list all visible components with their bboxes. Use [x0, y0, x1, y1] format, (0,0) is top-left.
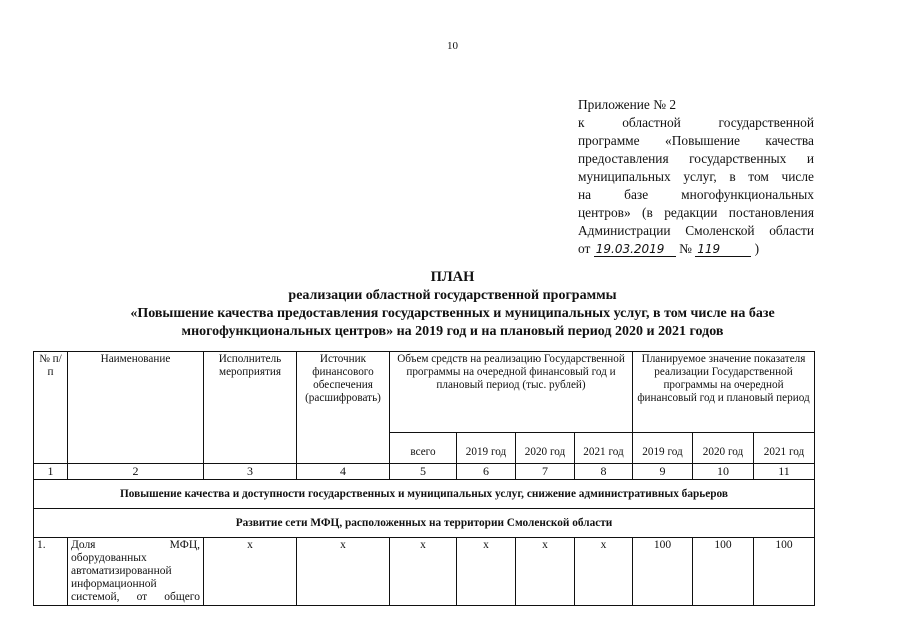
- appendix-line: Администрации Смоленской области: [578, 223, 814, 238]
- row-name: [68, 538, 204, 606]
- column-number: 6: [457, 464, 516, 480]
- cell-indicator-2019: 100: [633, 538, 693, 606]
- row-name-line: оборудованных: [71, 552, 147, 564]
- column-number: 10: [693, 464, 754, 480]
- appendix-line: центров» (в редакции постановления: [578, 205, 814, 220]
- row-name-line: автоматизированной: [71, 565, 172, 577]
- row-number: 1.: [34, 538, 68, 606]
- cell-indicator-2021: 100: [754, 538, 815, 606]
- appendix-signature-line: [578, 240, 814, 258]
- row-name-line: системой, от общего: [71, 591, 200, 603]
- column-number: 2: [68, 464, 204, 480]
- appendix-block: [578, 96, 814, 258]
- column-number: 4: [297, 464, 390, 480]
- header-funds: Объем средств на реализацию Государственной программы на очередной финансовый год и плановый период (тыс. рублей): [390, 352, 633, 433]
- column-number: 11: [754, 464, 815, 480]
- header-indicator: Планируемое значение показателя реализации Государственной программы на очередной финансовый год и плановый период: [633, 352, 815, 433]
- appendix-line: программе «Повышение качества: [578, 133, 814, 148]
- subheader-year: 2020 год: [516, 433, 575, 464]
- page-number: 10: [447, 40, 458, 52]
- cell-funds-2020: x: [516, 538, 575, 606]
- table-row: [34, 538, 815, 606]
- handwritten-date: 19.03.2019: [594, 242, 676, 257]
- cell-total: x: [390, 538, 457, 606]
- column-number: 7: [516, 464, 575, 480]
- subheader-year: 2021 год: [754, 433, 815, 464]
- cell-executor: x: [204, 538, 297, 606]
- header-executor: Исполнитель мероприятия: [204, 352, 297, 464]
- plan-table: [33, 351, 815, 606]
- handwritten-number: 119: [695, 242, 751, 257]
- subheader-year: 2020 год: [693, 433, 754, 464]
- row-name-line: Доля МФЦ,: [71, 539, 200, 551]
- subheader-year: 2019 год: [457, 433, 516, 464]
- from-label: от: [578, 241, 591, 256]
- appendix-line: на базе многофункциональных: [578, 187, 814, 202]
- header-num: № п/п: [34, 352, 68, 464]
- appendix-title: Приложение № 2: [578, 97, 677, 112]
- plan-heading: ПЛАН: [430, 269, 475, 285]
- subheader-year: 2019 год: [633, 433, 693, 464]
- cell-indicator-2020: 100: [693, 538, 754, 606]
- cell-funds-2021: x: [575, 538, 633, 606]
- column-number: 3: [204, 464, 297, 480]
- appendix-line: предоставления государственных и: [578, 151, 814, 166]
- appendix-line: к областной государственной: [578, 115, 814, 130]
- cell-funds-2019: x: [457, 538, 516, 606]
- column-number: 5: [390, 464, 457, 480]
- plan-title-block: [0, 268, 905, 341]
- appendix-line: муниципальных услуг, в том числе: [578, 169, 814, 184]
- section-heading: Повышение качества и доступности государственных и муниципальных услуг, снижение административных барьеров: [34, 480, 815, 509]
- number-label: №: [679, 241, 692, 256]
- header-source: Источник финансового обеспечения (расшифровать): [297, 352, 390, 464]
- column-number: 9: [633, 464, 693, 480]
- closing-paren: ): [754, 241, 760, 256]
- subheader-total: всего: [390, 433, 457, 464]
- subsection-heading: Развитие сети МФЦ, расположенных на территории Смоленской области: [34, 509, 815, 538]
- plan-subtitle: реализации областной государственной программы: [288, 288, 617, 303]
- column-number: 1: [34, 464, 68, 480]
- header-name: Наименование: [68, 352, 204, 464]
- plan-subtitle: многофункциональных центров» на 2019 год и на плановый период 2020 и 2021 годов: [181, 324, 724, 339]
- cell-source: x: [297, 538, 390, 606]
- plan-subtitle: «Повышение качества предоставления государственных и муниципальных услуг, в том числе на базе: [130, 306, 775, 321]
- row-name-line: информационной: [71, 578, 157, 590]
- column-number: 8: [575, 464, 633, 480]
- subheader-year: 2021 год: [575, 433, 633, 464]
